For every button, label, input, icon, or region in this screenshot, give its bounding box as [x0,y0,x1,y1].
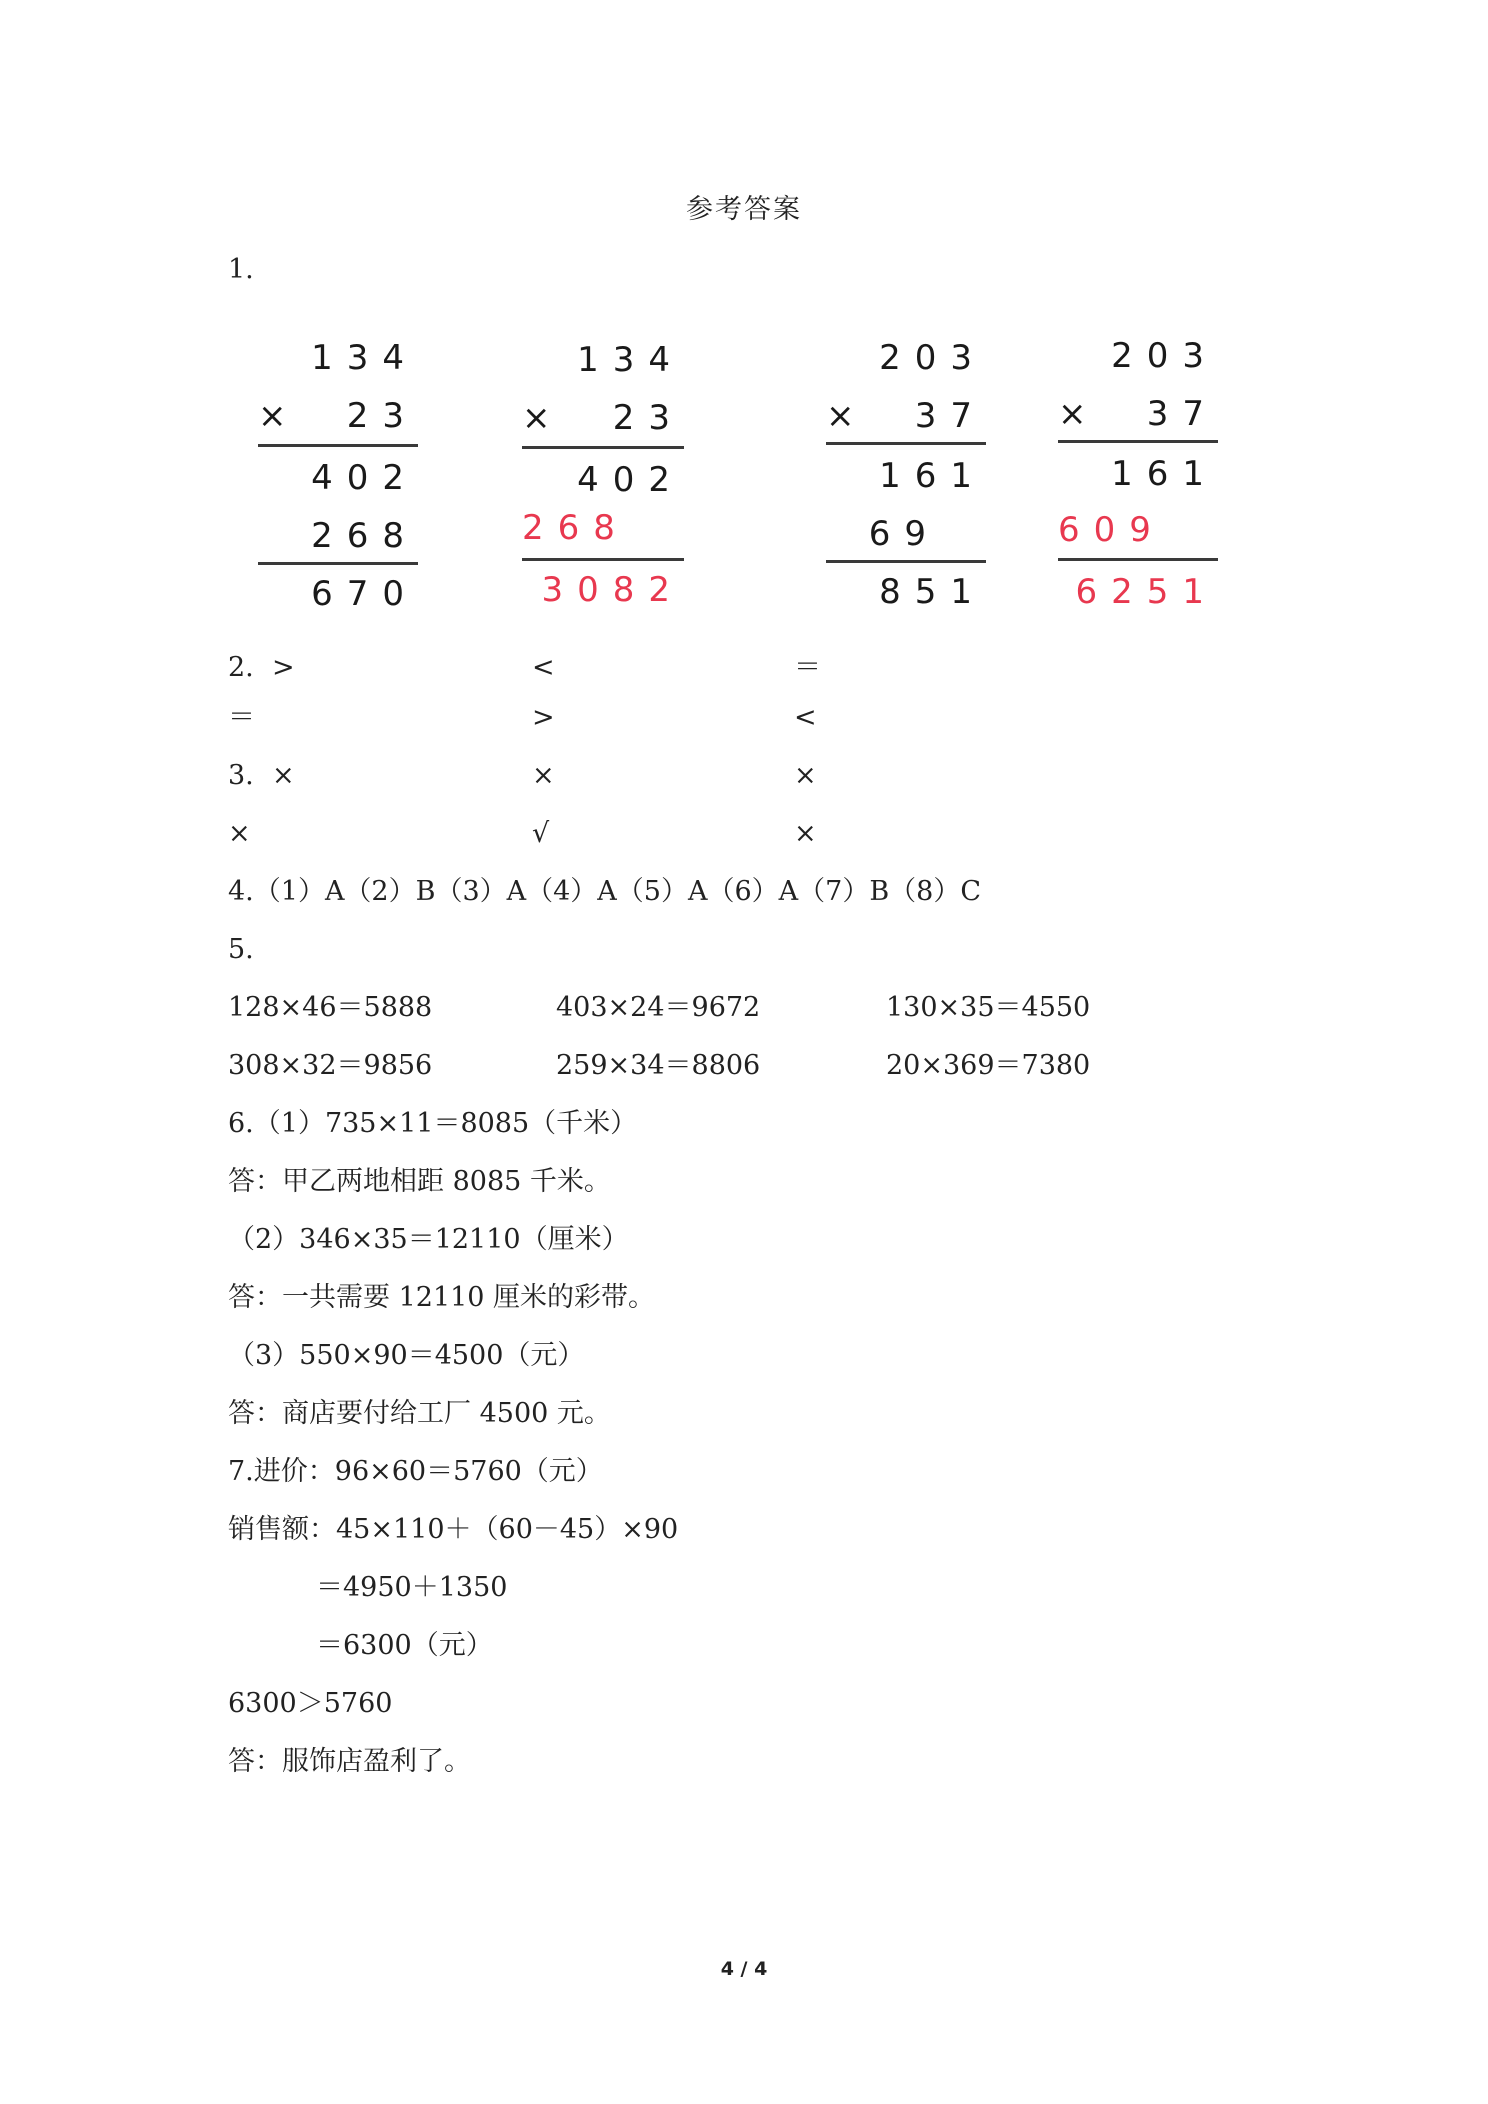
q7-compare: 6300＞5760 [228,1688,393,1719]
divider-line [826,442,986,445]
q3-answer: √ [532,818,550,849]
multiplicand: 134 [577,340,684,380]
q3-answer: × [228,818,251,849]
q3-label: 3. [228,760,254,791]
product-result: 3082 [541,570,684,610]
product-result: 6251 [1075,572,1218,612]
q3-answer: × [532,760,555,791]
times-sign: × [522,398,551,438]
q2-label: 2. [228,652,254,683]
page-number: 4 / 4 [720,1958,768,1980]
divider-line [258,562,418,565]
q5-label: 5. [228,934,254,965]
multiplicand: 203 [1111,336,1218,376]
divider-line [1058,558,1218,561]
product-result: 670 [311,574,418,614]
q6-part3: （3）550×90＝4500（元） [228,1340,585,1371]
q5-answer: 130×35＝4550 [886,992,1091,1023]
partial-product-2: 268 [311,516,418,556]
q1-label: 1. [228,254,254,285]
q2-answer: > [272,652,295,683]
q5-answer: 403×24＝9672 [556,992,761,1023]
multiplicand: 203 [879,338,986,378]
multiplier: 23 [346,396,418,436]
divider-line [826,560,986,563]
times-sign: × [258,396,287,436]
page-title: 参考答案 [686,194,802,225]
q2-answer: ＝ [228,702,255,733]
q3-answer: × [794,818,817,849]
q5-answer: 259×34＝8806 [556,1050,761,1081]
q2-answer: > [532,702,555,733]
q6-answer3: 答：商店要付给工厂 4500 元。 [228,1398,611,1429]
partial-product-1: 161 [879,456,986,496]
partial-product-1: 161 [1111,454,1218,494]
vertical-multiplication-2 [522,338,684,628]
q6-part2: （2）346×35＝12110（厘米） [228,1224,629,1255]
q4-answers: 4.（1）A（2）B（3）A（4）A（5）A（6）A（7）B（8）C [228,876,982,907]
q5-answer: 308×32＝9856 [228,1050,433,1081]
q5-answer: 128×46＝5888 [228,992,433,1023]
q2-answer: < [794,702,817,733]
partial-product-1: 402 [311,458,418,498]
divider-line [258,444,418,447]
q7-step1: ＝4950＋1350 [316,1572,508,1603]
partial-product-2: 268 [522,508,629,548]
q7-answer: 答：服饰店盈利了。 [228,1746,471,1777]
q5-answer: 20×369＝7380 [886,1050,1091,1081]
q7-cost: 7.进价：96×60＝5760（元） [228,1456,603,1487]
q2-answer: ＝ [794,652,821,683]
multiplier: 37 [914,396,986,436]
divider-line [522,446,684,449]
divider-line [522,558,684,561]
multiplier: 23 [612,398,684,438]
q6-answer1: 答：甲乙两地相距 8085 千米。 [228,1166,611,1197]
partial-product-2: 609 [1058,510,1165,550]
divider-line [1058,440,1218,443]
vertical-multiplication-3 [826,336,986,626]
multiplicand: 134 [311,338,418,378]
q7-step2: ＝6300（元） [316,1630,493,1661]
vertical-multiplication-4 [1058,334,1218,624]
times-sign: × [1058,394,1087,434]
partial-product-1: 402 [577,460,684,500]
multiplier: 37 [1146,394,1218,434]
q2-answer: < [532,652,555,683]
times-sign: × [826,396,855,436]
partial-product-2: 69 [868,514,940,554]
q6-part1: 6.（1）735×11＝8085（千米） [228,1108,638,1139]
q3-answer: × [794,760,817,791]
product-result: 851 [879,572,986,612]
q7-sales: 销售额：45×110＋（60－45）×90 [228,1514,679,1545]
q3-answer: × [272,760,295,791]
vertical-multiplication-1 [258,336,418,626]
q6-answer2: 答：一共需要 12110 厘米的彩带。 [228,1282,656,1313]
